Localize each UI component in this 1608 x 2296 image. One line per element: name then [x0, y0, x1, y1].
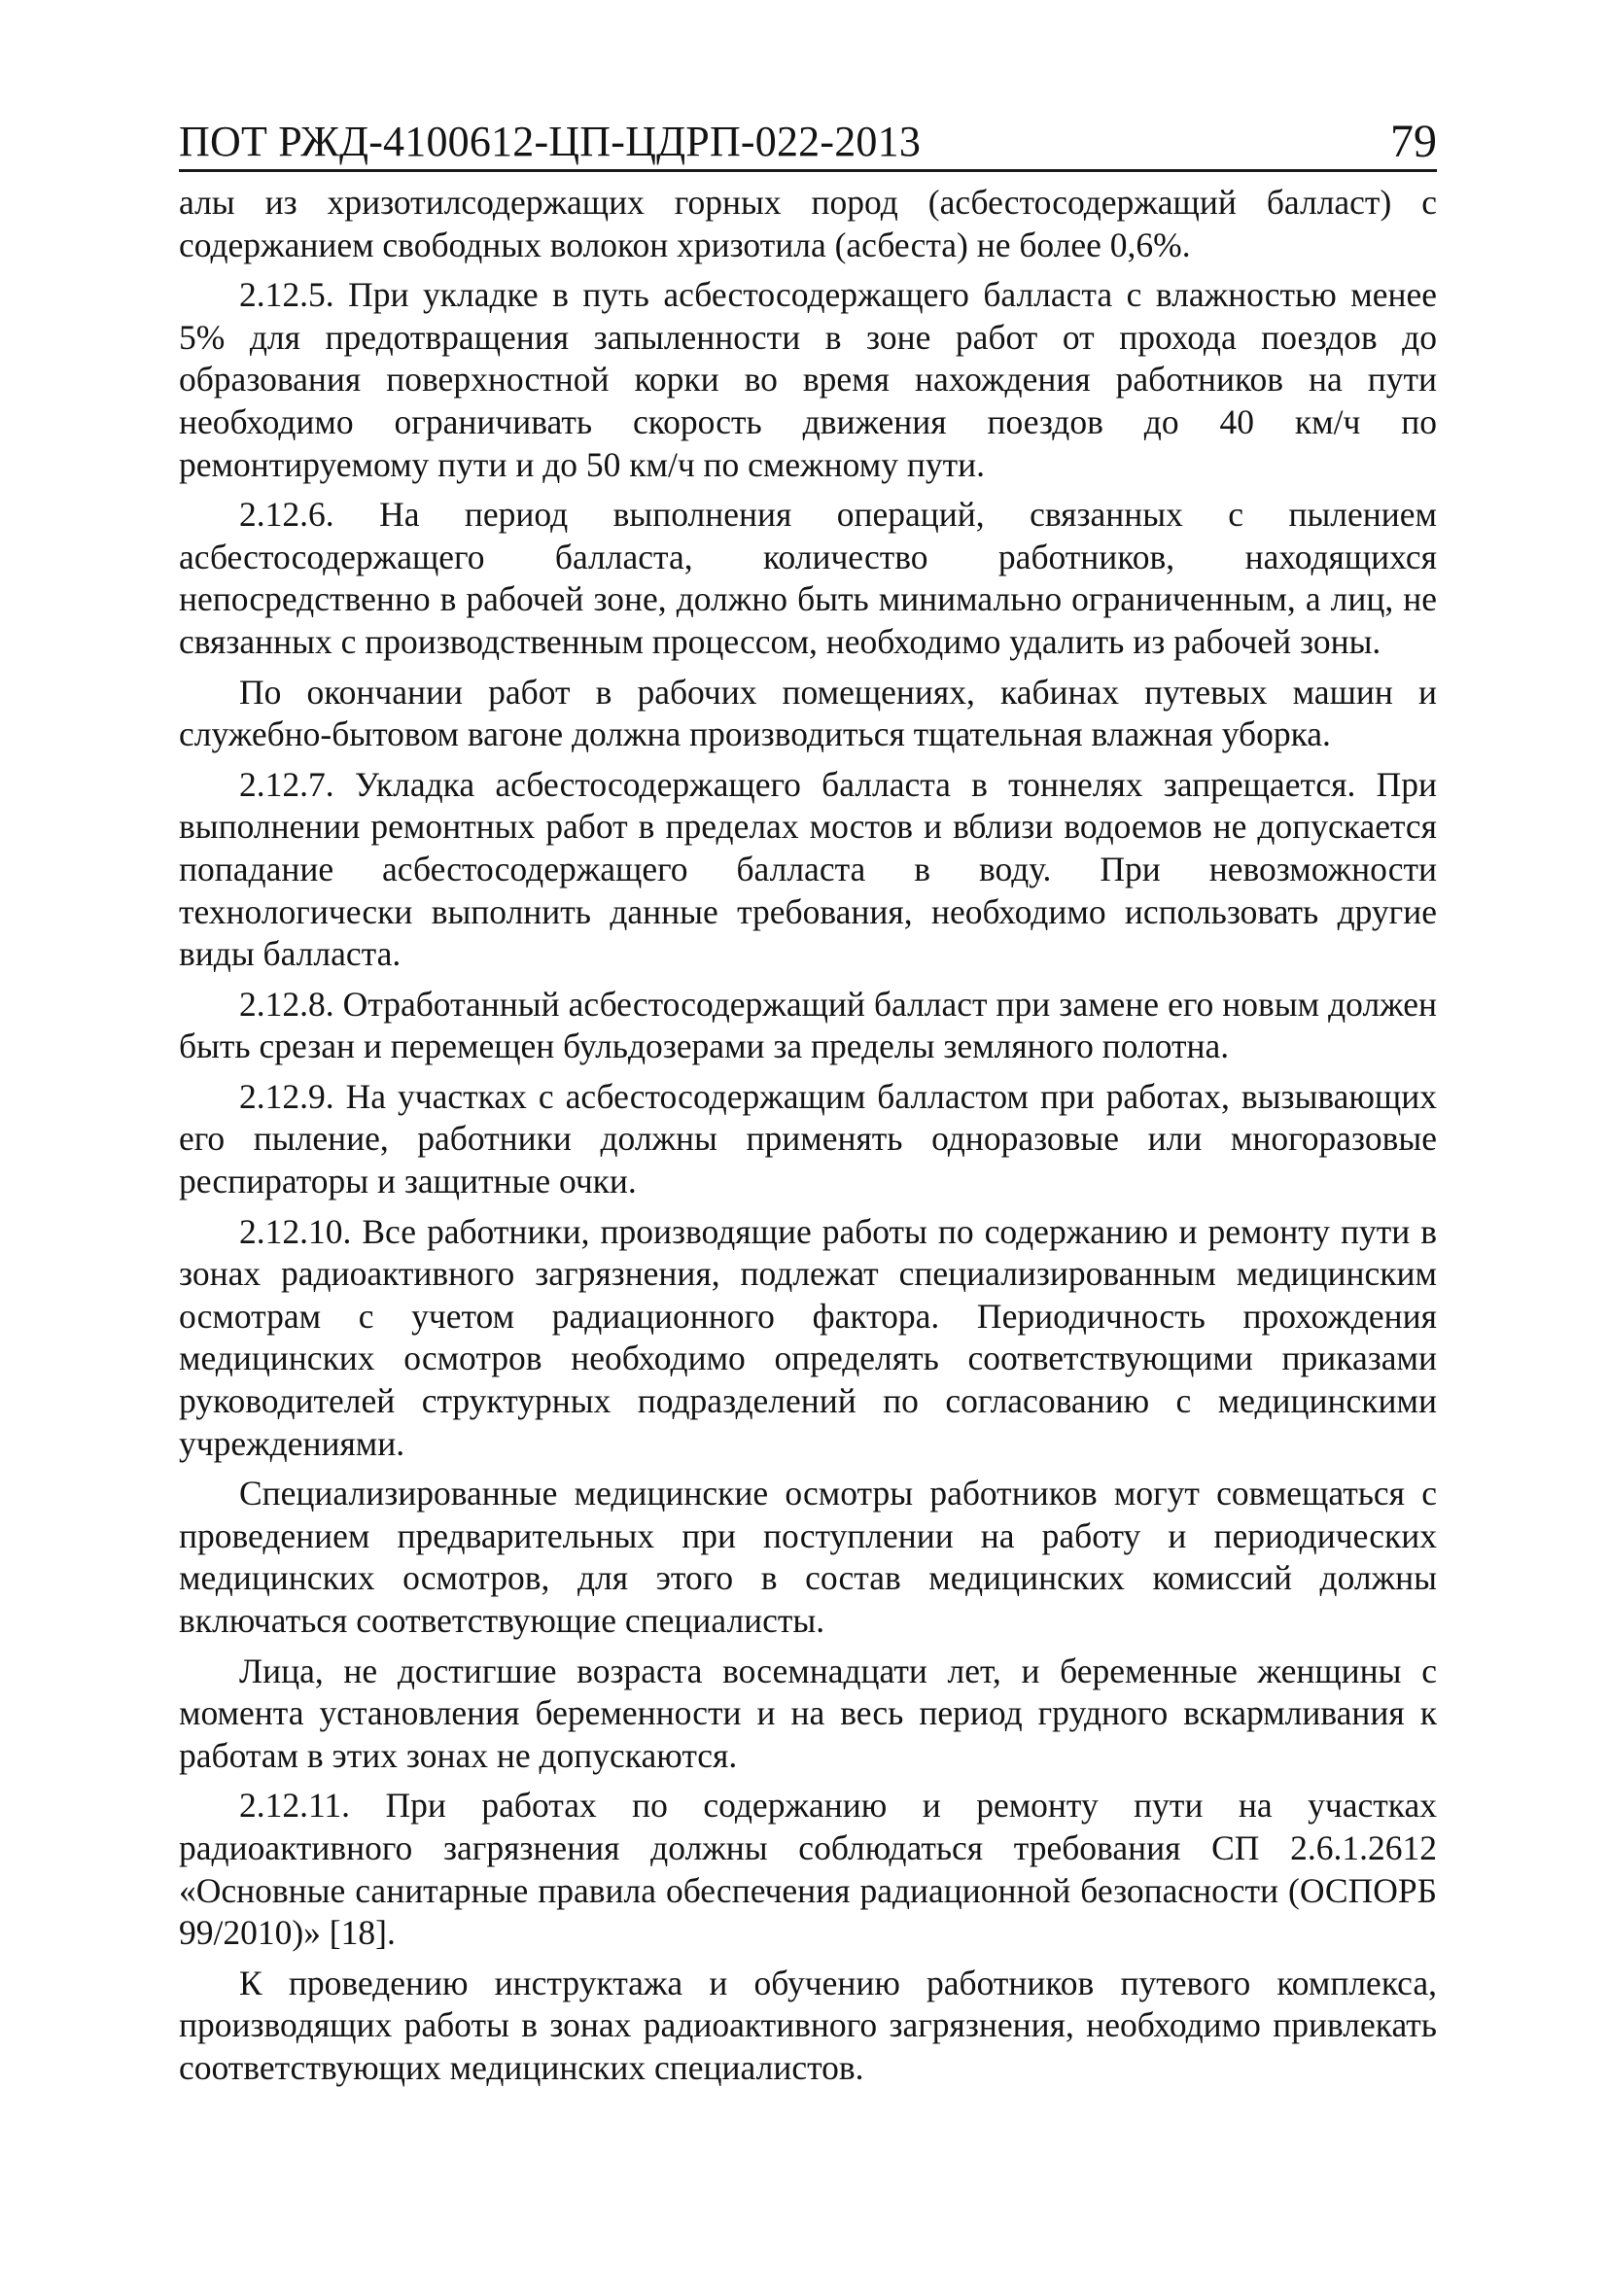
paragraph-cleaning: По окончании работ в рабочих помещениях, кабинах путевых машин и служебно-бытовом вагоне должна производиться тщательная влажная уборка.	[179, 672, 1437, 754]
paragraph-2-12-11: 2.12.11. При работах по содержанию и ремонту пути на участках радиоактивного загрязнения должны соблюдаться требования СП 2.6.1.2612 «Основные санитарные правила обеспечения радиационной безопасности (ОСПОРБ 99/2010)» [18].	[179, 1786, 1437, 1953]
running-header	[179, 109, 1437, 172]
paragraph-2-12-7: 2.12.7. Укладка асбестосодержащего балласта в тоннелях запрещается. При выполнении ремонтных работ в пределах мостов и вблизи водоемов не допускается попадание асбестосодержащего балласта в воду. При невозможности технологически выполнить данные требования, необходимо использовать другие виды балласта.	[179, 764, 1437, 974]
paragraph-2-12-8: 2.12.8. Отработанный асбестосодержащий балласт при замене его новым должен быть срезан и перемещен бульдозерами за пределы земляного полотна.	[179, 984, 1437, 1066]
paragraph-2-12-6: 2.12.6. На период выполнения операций, связанных с пылением асбестосодержащего балласта, количество работников, находящихся непосредственно в рабочей зоне, должно быть минимально ограниченным, а лиц, не связанных с производственным процессом, необходимо удалить из рабочей зоны.	[179, 495, 1437, 661]
paragraph-continuation: алы из хризотилсодержащих горных пород (асбестосодержащий балласт) с содержанием свободных волокон хризотила (асбеста) не более 0,6%.	[179, 183, 1437, 264]
paragraph-2-12-5: 2.12.5. При укладке в путь асбестосодержащего балласта с влажностью менее 5% для предотвращения запыленности в зоне работ от прохода поездов до образования поверхностной корки во время нахождения работников на пути необходимо ограничивать скорость движения поездов до 40 км/ч по ремонтируемому пути и до 50 км/ч по смежному пути.	[179, 275, 1437, 484]
paragraph-minors-pregnant: Лица, не достигшие возраста восемнадцати лет, и беременные женщины с момента установления беременности и на весь период грудного вскармливания к работам в этих зонах не допускаются.	[179, 1651, 1437, 1775]
page-number: 79	[1390, 116, 1437, 167]
paragraph-2-12-10: 2.12.10. Все работники, производящие работы по содержанию и ремонту пути в зонах радиоактивного загрязнения, подлежат специализированным медицинским осмотрам с учетом радиационного фактора. Периодичность прохождения медицинских осмотров необходимо определять соответствующими приказами руководителей структурных подразделений по согласованию с медицинскими учреждениями.	[179, 1211, 1437, 1463]
document-code: ПОТ РЖД-4100612-ЦП-ЦДРП-022-2013	[179, 118, 922, 165]
paragraph-2-12-9: 2.12.9. На участках с асбестосодержащим балластом при работах, вызывающих его пыление, работники должны применять одноразовые или многоразовые респираторы и защитные очки.	[179, 1076, 1437, 1201]
body-text	[179, 182, 1437, 2090]
paragraph-medical-exams: Специализированные медицинские осмотры работников могут совмещаться с проведением предварительных при поступлении на работу и периодических медицинских осмотров, для этого в состав медицинских комиссий должны включаться соответствующие специалисты.	[179, 1474, 1437, 1640]
document-page	[179, 109, 1437, 2098]
paragraph-training: К проведению инструктажа и обучению работников путевого комплекса, производящих работы в зонах радиоактивного загрязнения, необходимо привлекать соответствующих медицинских специалистов.	[179, 1963, 1437, 2087]
